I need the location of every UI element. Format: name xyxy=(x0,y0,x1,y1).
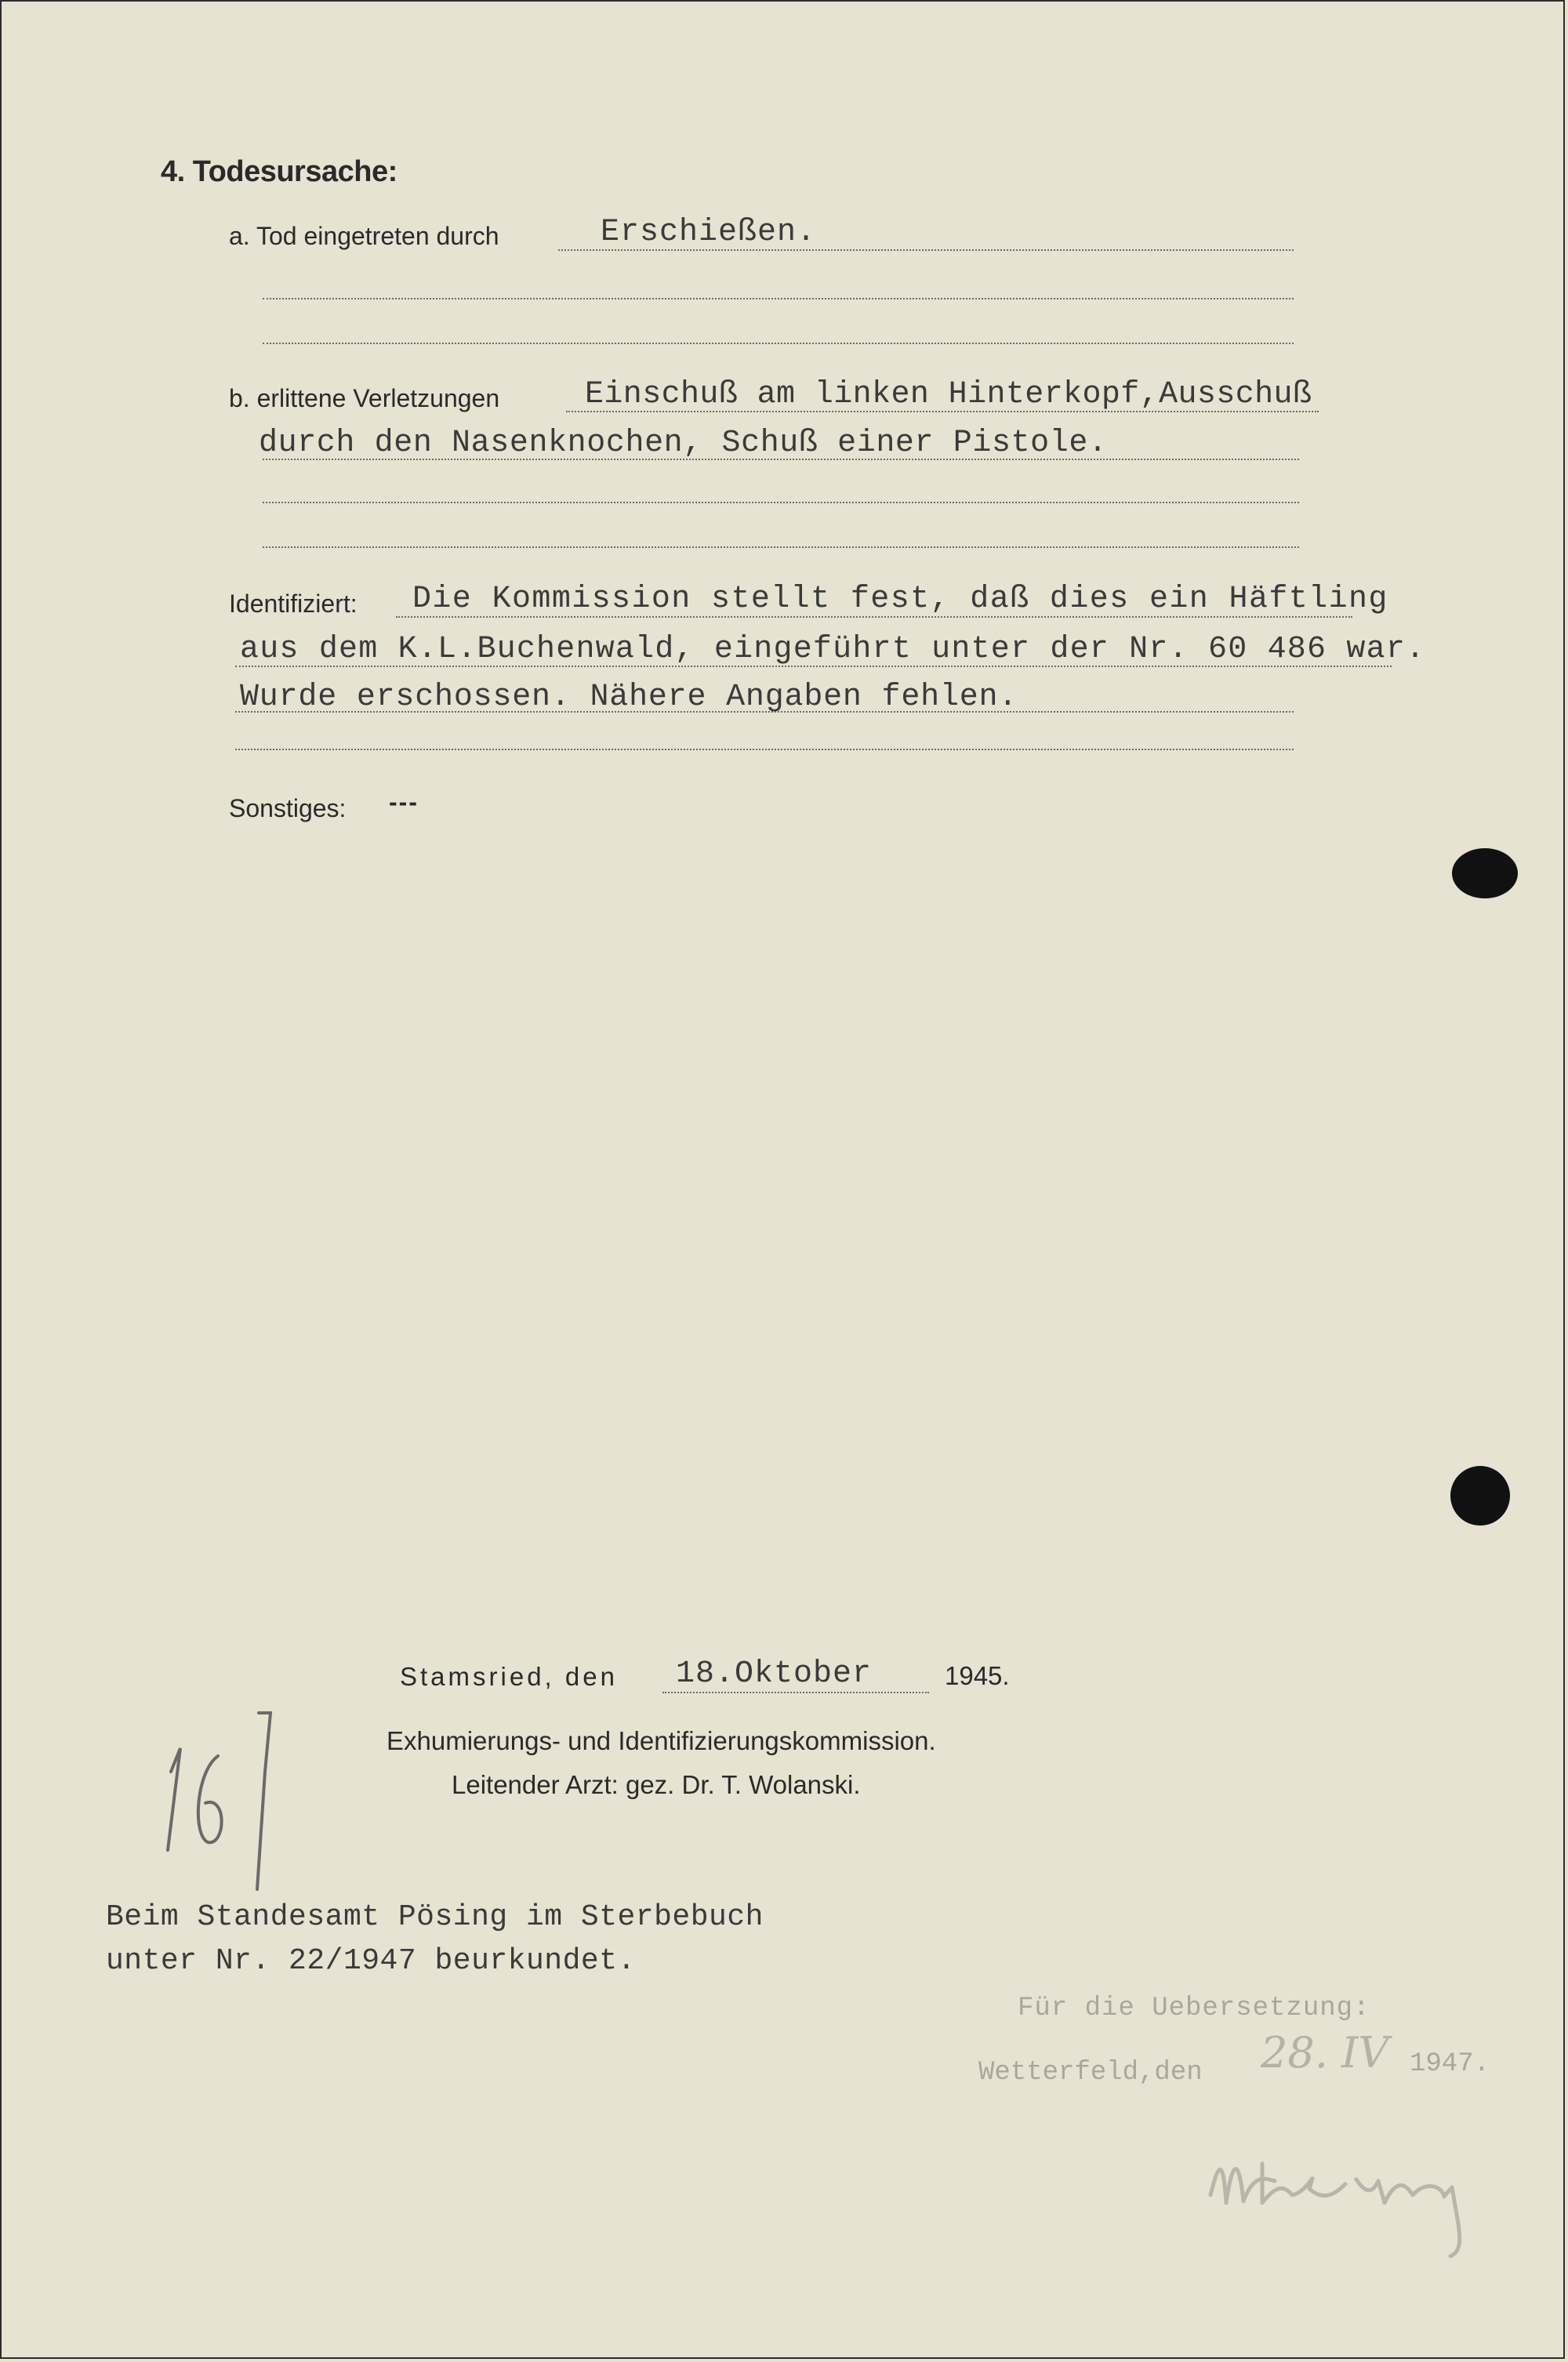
cause-line-3 xyxy=(263,343,1294,344)
identified-line-2-text: aus dem K.L.Buchenwald, eingeführt unter der Nr. 60 486 war. xyxy=(240,632,1426,667)
translation-year: 1947. xyxy=(1410,2049,1490,2079)
injuries-label: b. erlittene Verletzungen xyxy=(229,384,500,412)
other-value: --- xyxy=(389,788,419,816)
date-value: 18.Oktober xyxy=(676,1656,873,1692)
translation-day-month: 28. IV xyxy=(1261,2028,1389,2077)
date-line xyxy=(662,1692,929,1693)
other-label: Sonstiges: xyxy=(229,794,347,822)
injuries-line-1-text: Einschuß am linken Hinterkopf,Ausschuß xyxy=(585,377,1312,412)
registry-line-1: Beim Standesamt Pösing im Sterbebuch xyxy=(106,1900,764,1934)
identified-line-3-text: Wurde erschossen. Nähere Angaben fehlen. xyxy=(240,680,1018,715)
place-label: Stamsried, den xyxy=(400,1662,618,1691)
injuries-line-3 xyxy=(263,502,1299,503)
injuries-line-4 xyxy=(263,546,1299,548)
translation-line-1: Für die Uebersetzung: xyxy=(1018,1994,1370,2023)
punch-hole-bottom xyxy=(1450,1466,1510,1526)
identified-line-4 xyxy=(235,749,1294,750)
handwritten-number-167 xyxy=(149,1701,290,1905)
cause-line-2 xyxy=(263,298,1294,299)
punch-hole-top xyxy=(1452,848,1518,898)
cause-value: Erschießen. xyxy=(601,215,817,250)
registry-line-2: unter Nr. 22/1947 beurkundet. xyxy=(106,1944,636,1978)
section-heading: 4. Todesursache: xyxy=(161,155,397,188)
commission-line-1: Exhumierungs- und Identifizierungskommission. xyxy=(387,1726,936,1755)
cause-label: a. Tod eingetreten durch xyxy=(229,222,499,250)
commission-line-2: Leitender Arzt: gez. Dr. T. Wolanski. xyxy=(452,1770,861,1799)
translation-place: Wetterfeld,den xyxy=(978,2058,1203,2088)
identified-line-1-text: Die Kommission stellt fest, daß dies ein Häftling xyxy=(412,582,1388,617)
translation-signature xyxy=(1200,2117,1497,2258)
year-value: 1945. xyxy=(945,1661,1010,1690)
identified-label: Identifiziert: xyxy=(229,590,358,618)
injuries-line-2-text: durch den Nasenknochen, Schuß einer Pistole. xyxy=(259,426,1108,461)
